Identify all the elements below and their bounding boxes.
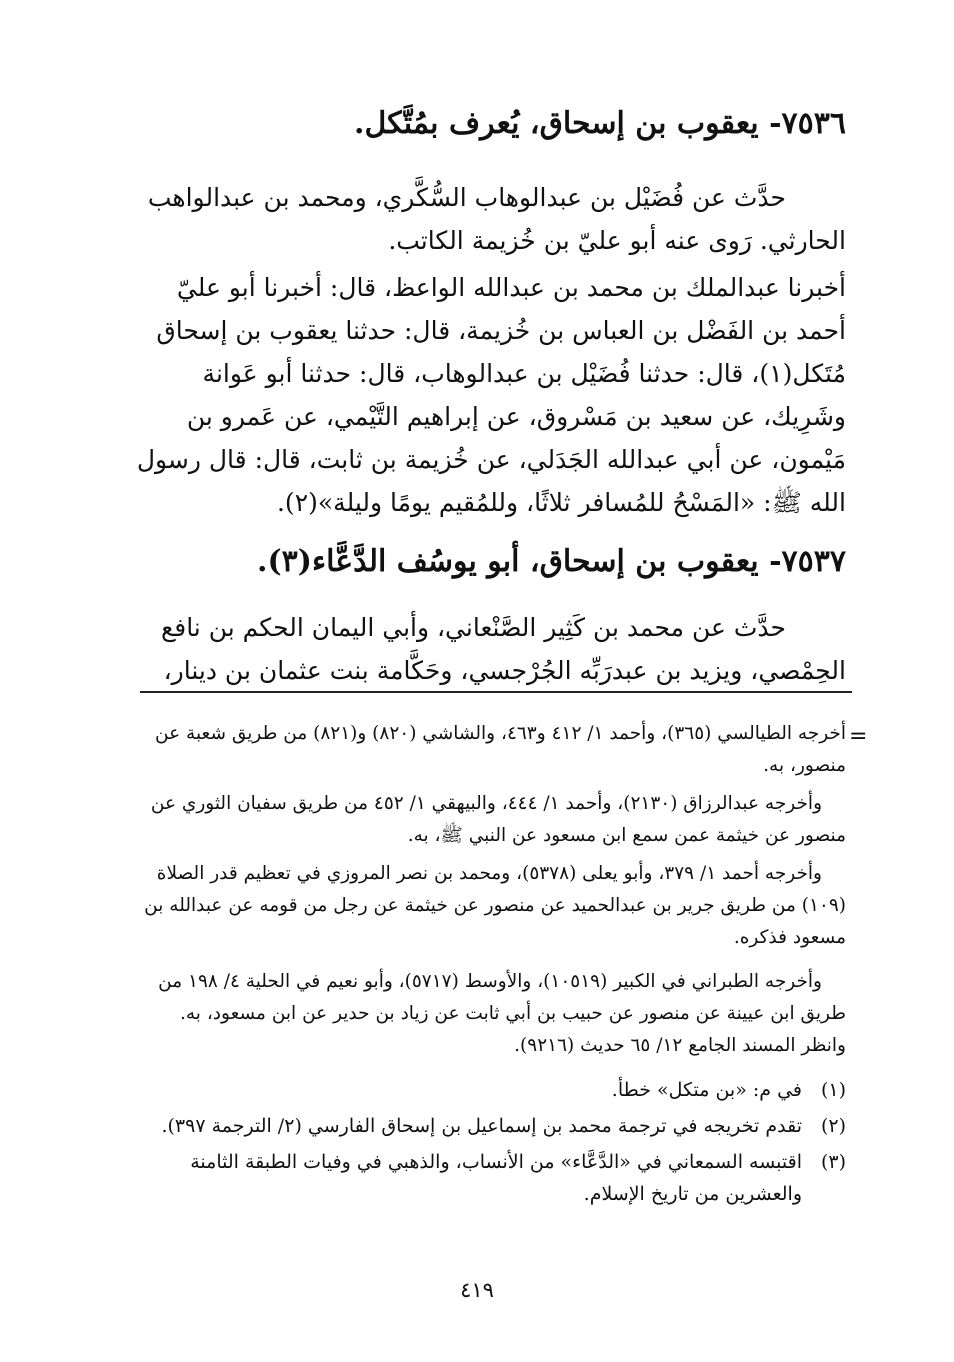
entry-heading-7536: ٧٥٣٦- يعقوب بن إسحاق، يُعرف بمُتَّكل. bbox=[354, 106, 846, 141]
footnote-1-text: في م: «بن متكل» خطأ. bbox=[611, 1079, 802, 1101]
page-number: ٤١٩ bbox=[460, 1278, 494, 1302]
footnote-continuation-3: وأخرجه أحمد ١/ ٣٧٩، وأبو يعلى (٥٣٧٨)، ومحمد بن نصر المروزي في تعظيم قدر الصلاة (١٠٩) من طريق جرير بن عبدالحميد عن منصور عن خيثمة عن رجل من قومه عن عبدالله بن مسعود فذكره. bbox=[144, 863, 846, 948]
entry-heading-7537: ٧٥٣٧- يعقوب بن إسحاق، أبو يوسُف الدَّعَّاء(٣). bbox=[257, 544, 846, 579]
footnote-3-number: (٣) bbox=[820, 1151, 846, 1173]
entry-7536-isnad-paragraph: أخبرنا عبدالملك بن محمد بن عبدالله الواعظ، قال: أخبرنا أبو عليّ أحمد بن الفَضْل بن العباس بن خُزيمة، قال: حدثنا يعقوب بن إسحاق مُتَكل(١)، قال: حدثنا فُضَيْل بن عبدالوهاب، قال: حدثنا أبو عَوانة وشَرِيك، عن سعيد بن مَسْروق، عن إبراهيم التَّيْمي، عن عَمرو بن مَيْمون، عن أبي عبدالله الجَدَلي، عن خُزيمة بن ثابت، قال: قال رسول الله ﷺ: «المَسْحُ للمُسافر ثلاثًا، وللمُقيم يومًا وليلة»(٢). bbox=[136, 273, 846, 517]
footnote-3 bbox=[134, 1146, 846, 1210]
footnote-1 bbox=[134, 1074, 846, 1106]
footnote-2 bbox=[134, 1110, 846, 1142]
footnote-1-number: (١) bbox=[820, 1079, 846, 1101]
footnote-continuation-4: وأخرجه الطبراني في الكبير (١٠٥١٩)، والأوسط (٥٧١٧)، وأبو نعيم في الحلية ٤/ ١٩٨ من طريق ابن عيينة عن منصور عن حبيب بن أبي ثابت عن زياد بن حدير عن ابن مسعود، به. وانظر المسند الجامع ١٢/ ٦٥ حديث (٩٢١٦). bbox=[158, 971, 846, 1056]
footnote-continuation-2: وأخرجه عبدالرزاق (٢١٣٠)، وأحمد ١/ ٤٤٤، والبيهقي ١/ ٤٥٢ من طريق سفيان الثوري عن منصور عن خيثمة عمن سمع ابن مسعود عن النبي ﷺ، به. bbox=[150, 793, 846, 846]
entry-7536-bio-paragraph: حدَّث عن فُضَيْل بن عبدالوهاب السُّكَّري، ومحمد بن عبدالواهب الحارثي. رَوى عنه أبو عليّ بن خُزيمة الكاتب. bbox=[147, 183, 846, 255]
footnote-2-text: تقدم تخريجه في ترجمة محمد بن إسماعيل بن إسحاق الفارسي (٢/ الترجمة ٣٩٧). bbox=[161, 1115, 802, 1137]
footnote-separator bbox=[140, 691, 852, 693]
footnote-continuation-marker: = bbox=[849, 724, 868, 749]
footnote-continuation-1: أخرجه الطيالسي (٣٦٥)، وأحمد ١/ ٤١٢ و٤٦٣، والشاشي (٨٢٠) و(٨٢١) من طريق شعبة عن منصور، به. bbox=[155, 723, 846, 776]
footnote-2-number: (٢) bbox=[820, 1115, 846, 1137]
entry-7537-bio-paragraph: حدَّث عن محمد بن كَثِير الصَّنْعاني، وأبي اليمان الحكم بن نافع الحِمْصي، ويزيد بن عبدرَبِّه الجُرْجسي، وحَكَّامة بنت عثمان بن دينار، bbox=[160, 613, 846, 685]
footnote-3-text: اقتبسه السمعاني في «الدَّعَّاء» من الأنساب، والذهبي في وفيات الطبقة الثامنة والعشرين من تاريخ الإسلام. bbox=[190, 1151, 802, 1205]
